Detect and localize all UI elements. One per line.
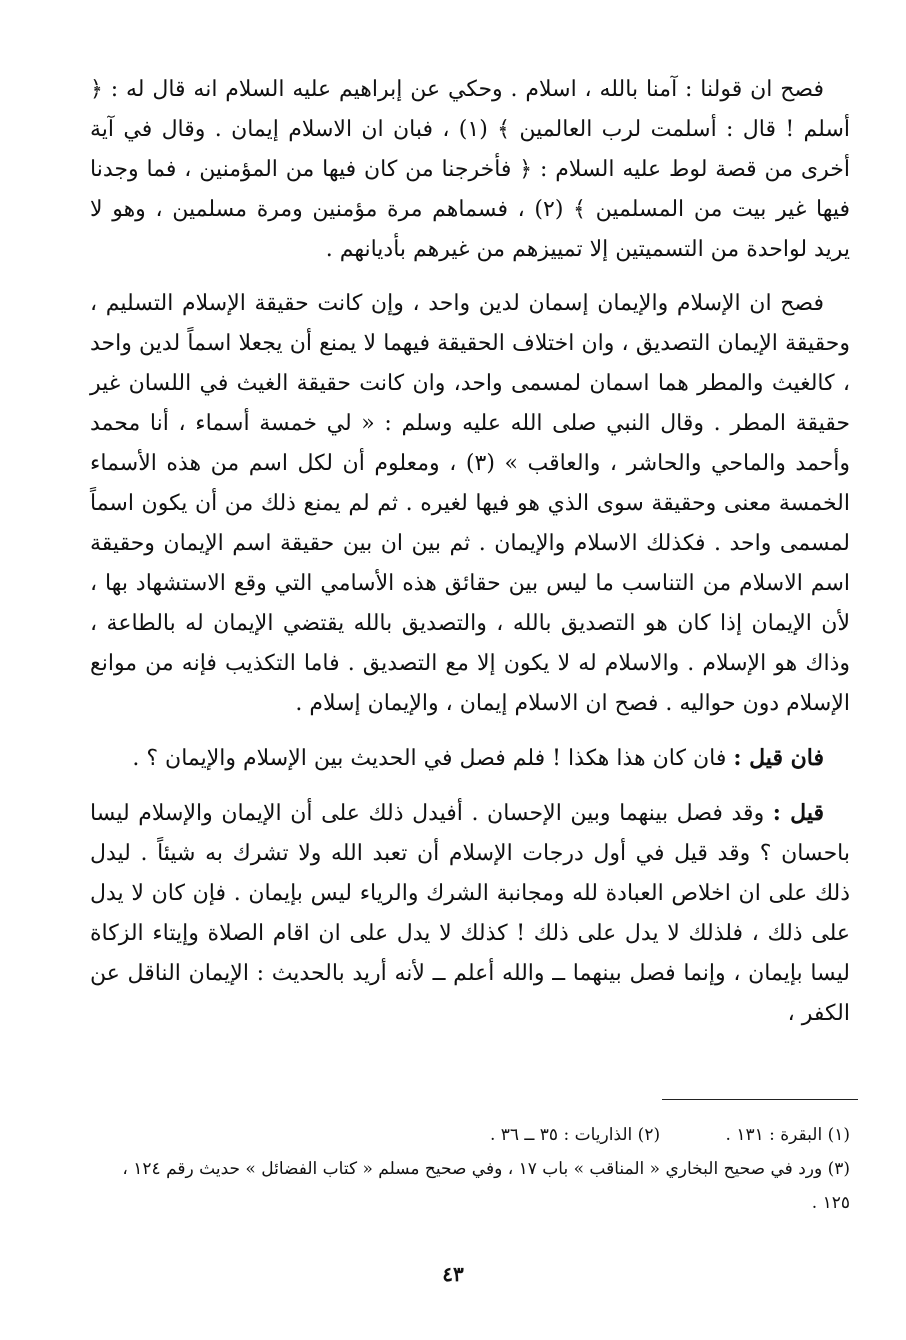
answer-text: وقد فصل بينهما وبين الإحسان . أفيدل ذلك على أن الإيمان والإسلام ليسا باحسان ؟ وقد قيل في أول درجات الإسلام أن تعبد الله ولا تشرك به شيئاً . ليدل ذلك على ان اخلاص العبادة لله ومجانبة الشرك والرياء ليس بإيمان . فإن كان لا يدل على ذلك ، فلذلك لا يدل على ذلك ! كذلك لا يدل على ان اقام الصلاة وإيتاء الزكاة ليسا بإيمان ، وإنما فصل بينهما ــ والله أعلم ــ لأنه أريد بالحديث : الإيمان الناقل عن الكفر ، — [90, 801, 850, 1026]
footnote-2: (٢) الذاريات : ٣٥ ــ ٣٦ . — [489, 1125, 661, 1145]
footnote-row — [90, 1118, 850, 1152]
footnote-1: (١) البقرة : ١٣١ . — [725, 1125, 850, 1145]
footnotes — [90, 1118, 850, 1220]
main-text — [90, 70, 850, 1048]
paragraph-2: فصح ان الإسلام والإيمان إسمان لدين واحد ، وإن كانت حقيقة الإسلام التسليم ، وحقيقة الإيمان التصديق ، وان اختلاف الحقيقة فيهما لا يمنع أن يجعلا اسماً لدين واحد ، كالغيث والمطر هما اسمان لمسمى واحد، وان كانت حقيقة الغيث في اللسان غير حقيقة المطر . وقال النبي صلى الله عليه وسلم : « لي خمسة أسماء ، أنا محمد وأحمد والماحي والحاشر ، والعاقب » (٣) ، ومعلوم أن لكل اسم من هذه الأسماء الخمسة معنى وحقيقة سوى الذي هو فيها لغيره . ثم لم يمنع ذلك من أن يكون اسماً لمسمى واحد . فكذلك الاسلام والإيمان . ثم بين ان بين حقيقة اسم الإيمان وحقيقة اسم الاسلام من التناسب ما ليس بين حقائق هذه الأسامي التي وقع الاستشهاد بها ، لأن الإيمان إذا كان هو التصديق بالله ، والتصديق بالله يقتضي الإيمان له بالطاعة ، وذاك هو الإسلام . والاسلام له لا يكون إلا مع التصديق . فاما التكذيب فإنه من موانع الإسلام دون حواليه . فصح ان الاسلام إيمان ، والإيمان إسلام . — [90, 291, 850, 716]
page-number: ٤٣ — [442, 1262, 464, 1286]
footnote-3: (٣) ورد في صحيح البخاري « المناقب » باب ١٧ ، وفي صحيح مسلم « كتاب الفضائل » حديث رقم ١٢٤ ، ١٢٥ . — [122, 1159, 850, 1213]
question-text: فان كان هذا هكذا ! فلم فصل في الحديث بين الإسلام والإيمان ؟ . — [132, 746, 734, 771]
answer-paragraph — [90, 793, 850, 1034]
answer-label: قيل : — [772, 800, 824, 826]
paragraph-1: فصح ان قولنا : آمنا بالله ، اسلام . وحكي عن إبراهيم عليه السلام انه قال له : ﴿ أسلم ! قال : أسلمت لرب العالمين ﴾ (١) ، فبان ان الاسلام إيمان . وقال في آية أخرى من قصة لوط عليه السلام : ﴿ فأخرجنا من كان فيها من المؤمنين ، فما وجدنا فيها غير بيت من المسلمين ﴾ (٢) ، فسماهم مرة مؤمنين ومرة مسلمين ، وهو لا يريد لواحدة من التسميتين إلا تمييزهم من غيرهم بأديانهم . — [90, 77, 851, 262]
question-paragraph — [90, 738, 850, 779]
footnote-divider — [662, 1099, 858, 1100]
question-label: فان قيل : — [733, 745, 824, 771]
